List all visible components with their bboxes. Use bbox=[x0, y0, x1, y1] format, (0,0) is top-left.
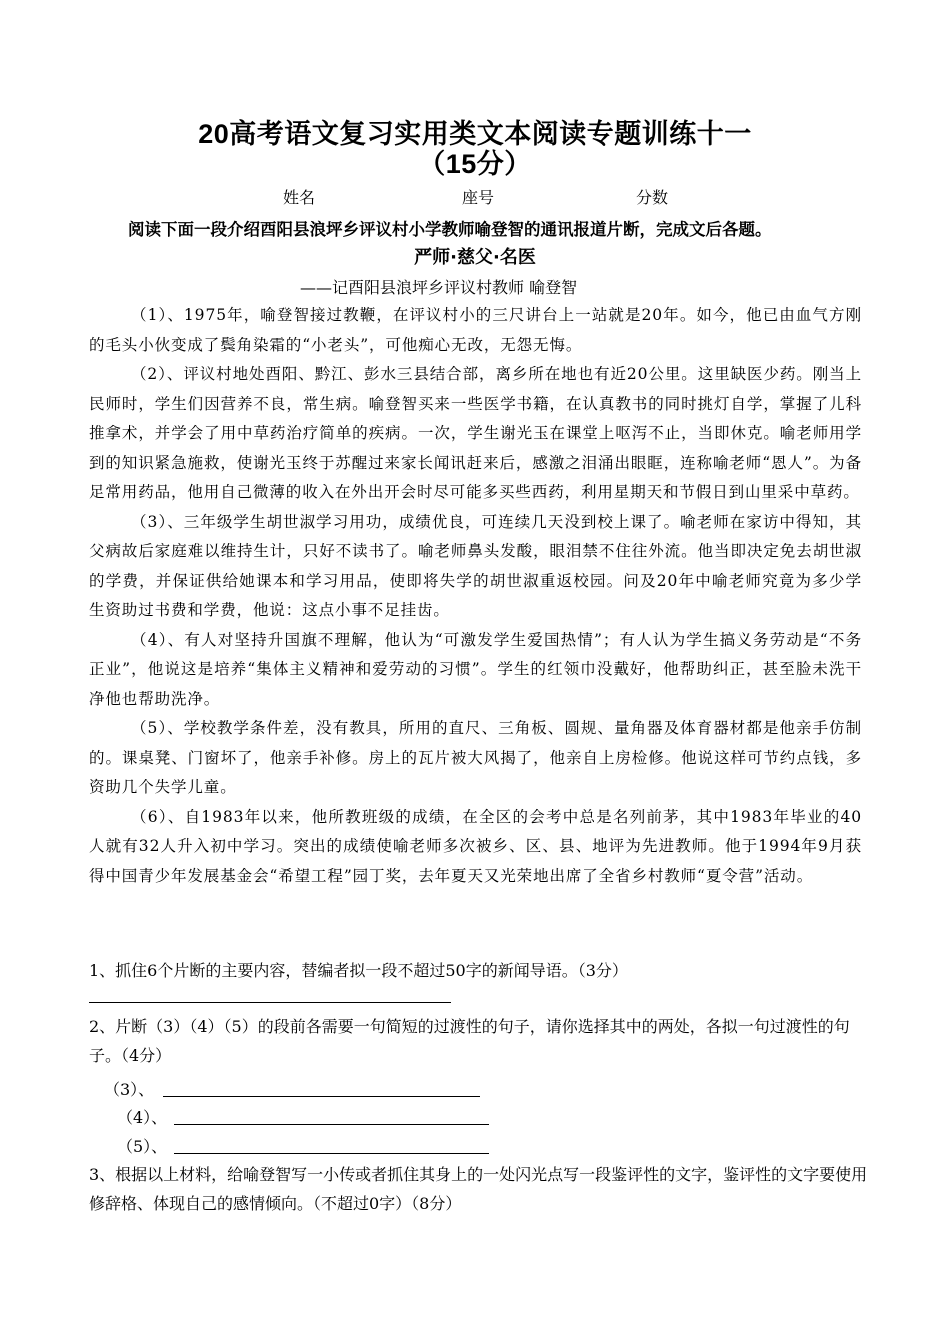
article-body bbox=[89, 301, 862, 891]
article-paragraph-1: （1）、1975年，喻登智接过教鞭，在评议村小的三尺讲台上一站就是20年。如今，他已由血气方刚的毛头小伙变成了鬓角染霜的“小老头”，可他痴心无改，无怨无悔。 bbox=[89, 306, 862, 354]
answer-line-q2-3[interactable] bbox=[163, 1096, 480, 1097]
article-headline: 严师·慈父·名医 bbox=[414, 247, 536, 268]
article-paragraph-5: （5）、学校教学条件差，没有教具，所用的直尺、三角板、圆规、量角器及体育器材都是他亲手仿制的。课桌凳、门窗坏了，他亲手补修。房上的瓦片被大风揭了，他亲自上房检修。他说这样可节约点钱，多资助几个失学儿童。 bbox=[89, 719, 862, 796]
reading-instruction: 阅读下面一段介绍酉阳县浪坪乡评议村小学教师喻登智的通讯报道片断，完成文后各题。 bbox=[128, 220, 772, 239]
question-1: 1、抓住6个片断的主要内容，替编者拟一段不超过50字的新闻导语。（3分） bbox=[89, 961, 628, 980]
article-paragraph-6: （6）、自1983年以来，他所教班级的成绩，在全区的会考中总是名列前茅，其中1983年毕业的40人就有32人升入初中学习。突出的成绩使喻老师多次被乡、区、县、地评为先进教师。他于1994年9月获得中国青少年发展基金会“希望工程”园丁奖，去年夏天又光荣地出席了全省乡村教师“夏令营”活动。 bbox=[89, 807, 862, 885]
answer-line-q2-4[interactable] bbox=[174, 1124, 489, 1125]
q2-blank-5-label: （5）、 bbox=[117, 1137, 168, 1156]
q2-blank-3-label: （3）、 bbox=[104, 1080, 155, 1099]
answer-line-q1[interactable] bbox=[89, 1002, 451, 1003]
score-field-label: 分数 bbox=[636, 188, 669, 207]
question-2: 2、片断（3）（4）（5）的段前各需要一句简短的过渡性的句子，请你选择其中的两处，各拟一句过渡性的句子。（4分） bbox=[89, 1017, 850, 1065]
article-paragraph-4: （4）、有人对坚持升国旗不理解，他认为“可激发学生爱国热情”；有人认为学生搞义务劳动是“不务正业”，他说这是培养“集体主义精神和爱劳动的习惯”。学生的红领巾没戴好，他帮助纠正，甚至脸未洗干净他也帮助洗净。 bbox=[89, 630, 862, 708]
title-line-1: 20高考语文复习实用类文本阅读专题训练十一 bbox=[198, 119, 752, 149]
question-3: 3、根据以上材料，给喻登智写一小传或者抓住其身上的一处闪光点写一段鉴评性的文字，鉴评性的文字要使用修辞格、体现自己的感情倾向。（不超过0字）（8分） bbox=[89, 1165, 868, 1213]
q2-blank-4-label: （4）、 bbox=[117, 1108, 168, 1127]
article-byline: ——记酉阳县浪坪乡评议村教师 喻登智 bbox=[300, 278, 578, 297]
answer-line-q2-5[interactable] bbox=[174, 1153, 489, 1154]
name-field-label: 姓名 bbox=[283, 188, 316, 207]
title-line-2: （15分） bbox=[418, 149, 532, 179]
article-paragraph-2: （2）、评议村地处酉阳、黔江、彭水三县结合部，离乡所在地也有近20公里。这里缺医少药。刚当上民师时，学生们因营养不良，常生病。喻登智买来一些医学书籍，在认真教书的同时挑灯自学，掌握了儿科推拿术，并学会了用中草药治疗简单的疾病。一次，学生谢光玉在课堂上呕泻不止，当即休克。喻老师用学到的知识紧急施救，使谢光玉终于苏醒过来家长闻讯赶来后，感激之泪涌出眼眶，连称喻老师“恩人”。为备足常用药品，他用自己微薄的收入在外出开会时尽可能多买些西药，利用星期天和节假日到山里采中草药。 bbox=[89, 365, 862, 501]
article-paragraph-3: （3）、三年级学生胡世淑学习用功，成绩优良，可连续几天没到校上课了。喻老师在家访中得知，其父病故后家庭难以维持生计，只好不读书了。喻老师鼻头发酸，眼泪禁不住往外流。他当即决定免去胡世淑的学费，并保证供给她课本和学习用品，使即将失学的胡世淑重返校园。问及20年中喻老师究竟为多少学生资助过书费和学费，他说：这点小事不足挂齿。 bbox=[89, 512, 862, 619]
seat-field-label: 座号 bbox=[462, 188, 495, 207]
